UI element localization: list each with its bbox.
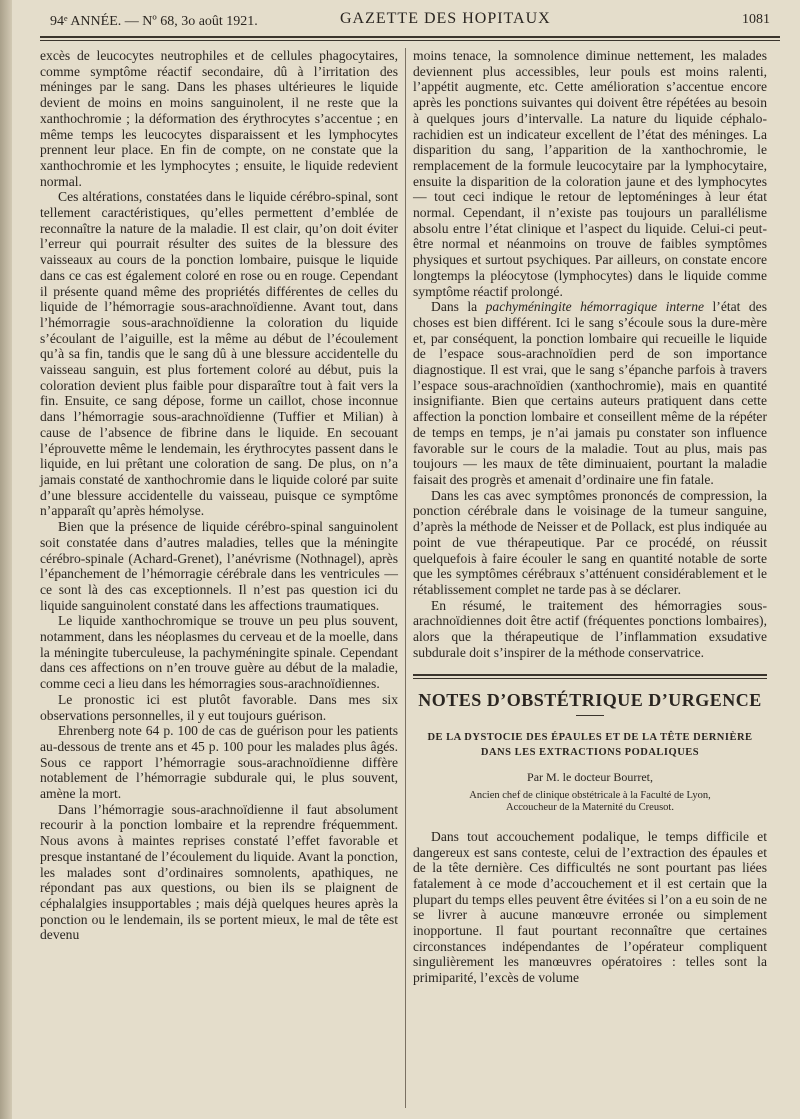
paragraph: Ces altérations, constatées dans le liquide cérébro-spinal, sont tellement caractéristiques, qu’elles permettent d’emblée de reconnaître la nature de la maladie. Il est clair, qu’on doit éviter l’erreur qui pourrait résulter des suites de la blessure des vaisseaux au cours de la ponction lombaire, puisque le liquide dans ce cas est également coloré en rose ou en rouge. Cependant il présente quand même des propriétés différentes de celles du liquide de l’hémorragie sous-arachnoïdienne. Avant tout, dans l’hémorragie sous-arachnoïdienne la coloration du liquide s’écoulant de l’aiguille, est la même au début de l’écoulement qu’à sa fin, tandis que le sang dû à une blessure accidentelle du vaisseau sanguin, est plus fortement coloré au début, puis la coloration devient plus faible pour disparaître tout à fait vers la fin. Ensuite, ce sang dépose, forme un caillot, chose inconnue dans l’hémorragie sous-arachnoïdienne (Tuffier et Milian) à cause de l’absence de fibrine dans le liquide. En secouant l’éprouvette même le lendemain, les érythrocytes passent dans le liquide, en lui prêtant une coloration de sang. De plus, on n’a jamais constaté de xanthochromie dans le liquide coloré par suite d’une blessure accidentelle du vaisseau, puisque ce symptôme n’apparaît qu’après hémolyse. <box>40 189 398 519</box>
paragraph: Bien que la présence de liquide cérébro-spinal sanguinolent soit constatée dans d’autres maladies, telles que la méningite cérébro-spinale (Achard-Grenet), l’anévrisme (Nothnagel), après l’épanchement de l’hémorragie cérébrale dans les ventricules — ce sont là des cas exceptionnels. Il n’est pas question ici du liquide sanguinolent constaté dans les affections traumatiques. <box>40 519 398 613</box>
header-rule-thick <box>40 36 780 38</box>
article-author: Par M. le docteur Bourret, <box>527 770 653 785</box>
page-number: 1081 <box>742 12 770 27</box>
column-divider <box>405 48 406 1108</box>
left-column <box>40 48 398 943</box>
article-title-line: DANS LES EXTRACTIONS PODALIQUES <box>480 747 700 759</box>
section-rule-thick <box>413 674 767 676</box>
right-column <box>413 48 767 986</box>
running-header <box>40 8 780 32</box>
issue-info: 94ᵉ ANNÉE. — Nº 68, 3o août 1921. <box>50 14 258 29</box>
author-affiliation <box>413 790 767 815</box>
affiliation-line: Ancien chef de clinique obstétricale à la Faculté de Lyon, <box>469 789 711 801</box>
section-title: NOTES D’OBSTÉTRIQUE D’URGENCE <box>418 690 762 711</box>
paragraph: excès de leucocytes neutrophiles et de cellules phagocytaires, comme symptôme réactif secondaire, dû à l’irritation des méninges par le sang. Dans les phases ultérieures le liquide devient de moins en moins sanguinolent, il ne reste que la xanthochromie ; la déformation des érythrocytes s’accentue ; en même temps les leucocytes disparaissent et les lymphocytes prennent leur place. En fin de compte, on ne constate que la xanthochromie et les lymphocytes ; ensuite, le liquide redevient normal. <box>40 48 398 189</box>
paragraph: En résumé, le traitement des hémorragies sous-arachnoïdiennes doit être actif (fréquentes ponctions lombaires), alors que la thérapeutique de l’inflammation exsudative subdurale doit s’inspirer de la méthode conservatrice. <box>413 597 767 660</box>
paragraph: Ehrenberg note 64 p. 100 de cas de guérison pour les patients au-dessous de trente ans et 45 p. 100 pour les malades plus âgés. Sous ce rapport l’hémorragie sous-arachnoïdienne diffère notablement de l’hémorragie subdurale qui, le plus souvent, amène la mort. <box>40 723 398 802</box>
short-rule <box>576 715 604 716</box>
emphasized-term: pachyméningite hémorragique interne <box>485 299 705 315</box>
article-title <box>413 730 767 760</box>
article-title-line: DE LA DYSTOCIE DES ÉPAULES ET DE LA TÊTE DERNIÈRE <box>427 732 753 744</box>
header-rule-thin <box>40 40 780 41</box>
article-body: Dans tout accouchement podalique, le temps difficile et dangereux est sans conteste, celui de l’extraction des épaules et de la tête dernière. Ces difficultés ne sont pourtant pas liées fatalement à ce mode d’accouchement et il est certain que la plupart du temps elles peuvent être évitées si l’on a eu soin de ne se livrer à aucune manœuvre erronée ou simplement inopportune. Il faut pourtant reconnaître que certaines circonstances indépendantes de l’opérateur compliquent singulièrement les manœuvres opératoires : telles sont la primiparité, l’excès de volume <box>413 828 767 986</box>
paragraph: Dans l’hémorragie sous-arachnoïdienne il faut absolument recourir à la ponction lombaire et la reprendre fréquemment. Nous avons à maintes reprises constaté l’effet favorable et presque instantané de l’écoulement du liquide. Avant la ponction, les malades sont d’ordinaires somnolents, apathiques, ne répondant pas aux questions, ou bien ils se plaignent de céphalalgies insupportables ; mais déjà quelques heures après la ponction ou le lendemain, ils se portent mieux, le mal de tête est devenu <box>40 801 398 943</box>
paragraph: moins tenace, la somnolence diminue nettement, les malades deviennent plus accessibles, leur pouls est moins ralenti, l’appétit augmente, etc. Cette amélioration s’accentue encore après les ponctions suivantes qui doivent être répétées au besoin à quelques jours d’intervalle. La nature du liquide céphalo-rachidien est un indicateur excellent de l’état des méninges. La disparition du sang, l’apparition de la xanthochromie, le remplacement de la formule leucocytaire par la lymphocytaire, ensuite la disparition de la coloration jaune et des lymphocytes — tout ceci indique le retour de leptoméninges à leur état normal. Cependant, il n’existe pas toujours un parallélisme absolu entre l’état clinique et l’aspect du liquide. Celui-ci peut-être normal et néanmoins on trouve de faibles symptômes physiques et surtout psychiques. Par ailleurs, on constate encore longtemps la pléocytose (lymphocytes) dans le liquide comme symptôme réactif prolongé. <box>413 48 767 299</box>
paragraph: Le liquide xanthochromique se trouve un peu plus souvent, notamment, dans les néoplasmes du cerveau et de la moelle, dans la méningite tuberculeuse, la pachyméningite spinale. Cependant dans ces affections on n’en trouve guère au début de la maladie, comme ceci a lieu dans les hémorragies sous-arachnoïdiennes. <box>40 613 398 692</box>
paragraph: Dans la pachyméningite hémorragique interne l’état des choses est bien différent. Ici le sang s’écoule sous la dure-mère et, par conséquent, la ponction lombaire qui recueille le liquide de l’espace sous-arachnoïdien perd de son importance diagnostique. Il est vrai, que le sang s’épanche parfois à travers l’espace sous-arachnoïdien (xanthochromie), mais en quantité insignifiante. Bien que certains auteurs pratiquent dans cette affection la ponction lombaire et conseillent même de la répéter de temps en temps, je n’ai jamais pu constater son influence favorable sur le cours de la maladie. Tout au plus, mais pas toujours — les maux de tête diminuaient, pourtant la maladie faisait des progrès et amenait d’ordinaire une fin fatale. <box>413 299 768 487</box>
section-rule-thin <box>413 678 767 679</box>
affiliation-line: Accoucheur de la Maternité du Creusot. <box>506 802 674 814</box>
paragraph: Dans les cas avec symptômes prononcés de compression, la ponction cérébrale dans le voisinage de la tumeur sanguine, d’après la méthode de Neisser et de Pollack, est plus indiquée au point de vue thérapeutique. Par ce procédé, on réussit quelquefois à faire écouler le sang en quantité notable de sorte que les symptômes cérébraux s’atténuent considérablement et le rétablissement complet ne tarde pas à se déclarer. <box>413 487 767 597</box>
journal-title: GAZETTE DES HOPITAUX <box>340 10 551 27</box>
page-binding-edge <box>0 0 12 1119</box>
paragraph: Le pronostic ici est plutôt favorable. Dans mes six observations personnelles, il y eut toujours guérison. <box>40 691 398 723</box>
